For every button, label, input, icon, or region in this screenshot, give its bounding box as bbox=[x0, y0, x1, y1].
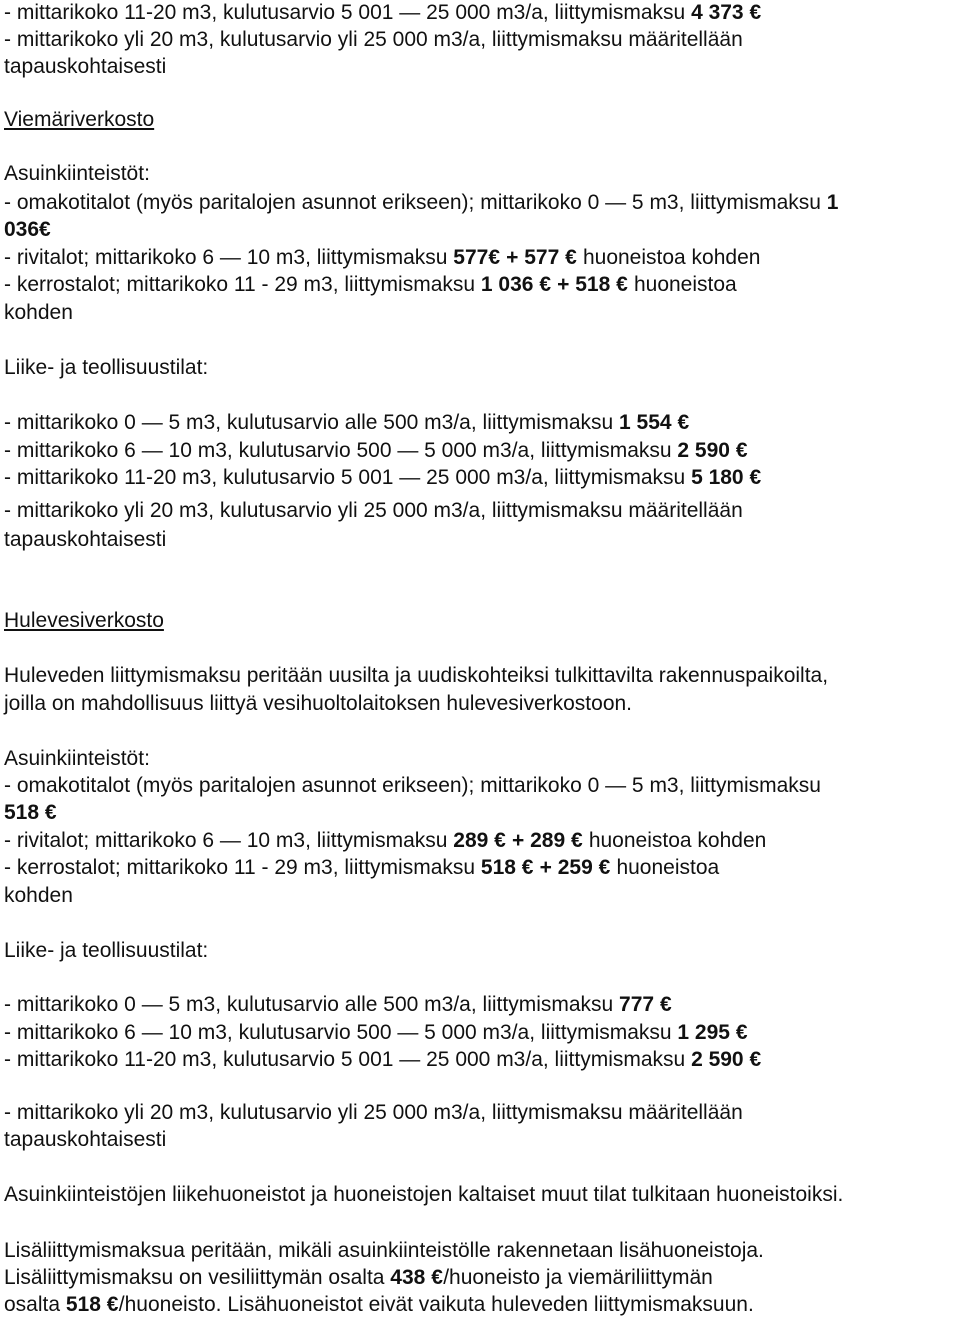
sewer-heading: Viemäriverkosto bbox=[4, 108, 155, 131]
fee-amount: 577 bbox=[453, 246, 489, 269]
fee-amount: 1 036 bbox=[480, 273, 534, 296]
euro-sign: € bbox=[677, 411, 690, 434]
business-label: Liike- ja teollisuustilat: bbox=[4, 356, 209, 379]
fee-amount: 5 180 bbox=[691, 466, 744, 489]
euro-sign: € bbox=[521, 856, 534, 879]
fee-amount: 036 bbox=[4, 218, 40, 241]
fee-line bbox=[4, 217, 51, 243]
fee-amount: 438 bbox=[390, 1266, 426, 1289]
water-line: - mittarikoko 11-20 m3, kulutusarvio 5 001 — 25 000 m3/a, liittymismaksu 4 373 € bbox=[4, 1, 762, 24]
note-line: Lisäliittymismaksu on vesiliittymän osalta 438 €/huoneisto ja viemäriliittymän bbox=[4, 1266, 713, 1289]
fee-amount: + 259 bbox=[533, 856, 599, 879]
water-line: tapauskohtaisesti bbox=[4, 55, 167, 78]
fee-line: - rivitalot; mittarikoko 6 — 10 m3, liittymismaksu 289 € + 289 € huoneistoa kohden bbox=[4, 829, 767, 852]
fee-line: - mittarikoko 11-20 m3, kulutusarvio 5 001 — 25 000 m3/a, liittymismaksu 2 590 € bbox=[4, 1048, 762, 1071]
fee-line: kohden bbox=[4, 884, 73, 907]
euro-sign: € bbox=[539, 273, 551, 296]
fee-line: - kerrostalot; mittarikoko 11 - 29 m3, liittymismaksu 518 € + 259 € huoneistoa bbox=[4, 856, 720, 879]
fee-line: - mittarikoko 6 — 10 m3, kulutusarvio 500 — 5 000 m3/a, liittymismaksu 1 295 € bbox=[4, 1021, 748, 1044]
fee-amount: 1 bbox=[826, 191, 839, 214]
euro-sign: € bbox=[106, 1293, 119, 1316]
fee-amount: 2 590 bbox=[691, 1048, 744, 1071]
business-label: Liike- ja teollisuustilat: bbox=[4, 939, 209, 962]
note-line: osalta 518 €/huoneisto. Lisähuoneistot eivät vaikuta huleveden liittymismaksuun. bbox=[4, 1293, 754, 1316]
fee-line bbox=[4, 800, 57, 826]
intro-line: Huleveden liittymismaksu peritään uusilta ja uudiskohteiksi tulkittavilta rakennuspaikoilta, bbox=[4, 664, 829, 687]
fee-amount: + 577 bbox=[500, 246, 566, 269]
fee-line: - mittarikoko yli 20 m3, kulutusarvio yli 25 000 m3/a, liittymismaksu määritellään bbox=[4, 1101, 743, 1124]
fee-amount: 1 295 bbox=[677, 1021, 730, 1044]
residential-label: Asuinkiinteistöt: bbox=[4, 747, 150, 770]
water-line: - mittarikoko yli 20 m3, kulutusarvio yli 25 000 m3/a, liittymismaksu määritellään bbox=[4, 28, 743, 51]
euro-sign: € bbox=[494, 829, 506, 852]
fee-line: - mittarikoko 11-20 m3, kulutusarvio 5 001 — 25 000 m3/a, liittymismaksu 5 180 € bbox=[4, 466, 762, 489]
fee-amount: 4 373 bbox=[691, 1, 744, 24]
euro-sign: € bbox=[749, 1048, 762, 1071]
euro-sign: € bbox=[44, 801, 57, 824]
euro-sign: € bbox=[39, 218, 51, 241]
fee-line: tapauskohtaisesti bbox=[4, 1128, 167, 1151]
euro-sign: € bbox=[616, 273, 628, 296]
euro-sign: € bbox=[735, 439, 748, 462]
fee-amount: 777 bbox=[619, 993, 655, 1016]
euro-sign: € bbox=[659, 993, 672, 1016]
euro-sign: € bbox=[565, 246, 577, 269]
euro-sign: € bbox=[735, 1021, 748, 1044]
note-line: Asuinkiinteistöjen liikehuoneistot ja huoneistojen kaltaiset muut tilat tulkitaan huoneistoiksi. bbox=[4, 1183, 844, 1206]
fee-line: kohden bbox=[4, 301, 73, 324]
fee-amount: 518 bbox=[65, 1293, 101, 1316]
fee-amount: 1 554 bbox=[619, 411, 672, 434]
fee-line: tapauskohtaisesti bbox=[4, 528, 167, 551]
euro-sign: € bbox=[488, 246, 500, 269]
fee-amount: 518 bbox=[4, 801, 40, 824]
residential-label: Asuinkiinteistöt: bbox=[4, 162, 150, 185]
fee-line: - rivitalot; mittarikoko 6 — 10 m3, liittymismaksu 577€ + 577 € huoneistoa kohden bbox=[4, 246, 761, 269]
fee-line: - mittarikoko 0 — 5 m3, kulutusarvio alle 500 m3/a, liittymismaksu 777 € bbox=[4, 993, 672, 1016]
fee-line: - mittarikoko yli 20 m3, kulutusarvio yli 25 000 m3/a, liittymismaksu määritellään bbox=[4, 499, 743, 522]
fee-line: - omakotitalot (myös paritalojen asunnot erikseen); mittarikoko 0 — 5 m3, liittymismaksu bbox=[4, 774, 821, 797]
fee-amount: + 289 bbox=[506, 829, 571, 852]
fee-amount: 2 590 bbox=[677, 439, 730, 462]
euro-sign: € bbox=[598, 856, 611, 879]
intro-line: joilla on mahdollisuus liittyä vesihuoltolaitoksen hulevesiverkostoon. bbox=[4, 692, 633, 715]
euro-sign: € bbox=[749, 1, 762, 24]
fee-line: - mittarikoko 6 — 10 m3, kulutusarvio 500 — 5 000 m3/a, liittymismaksu 2 590 € bbox=[4, 439, 748, 462]
euro-sign: € bbox=[570, 829, 583, 852]
fee-amount: + 518 bbox=[551, 273, 617, 296]
euro-sign: € bbox=[431, 1266, 443, 1289]
note-line: Lisäliittymismaksua peritään, mikäli asuinkiinteistölle rakennetaan lisähuoneistoja. bbox=[4, 1239, 764, 1262]
fee-line: - kerrostalot; mittarikoko 11 - 29 m3, liittymismaksu 1 036 € + 518 € huoneistoa bbox=[4, 273, 737, 296]
fee-amount: 518 bbox=[480, 856, 516, 879]
fee-line: - mittarikoko 0 — 5 m3, kulutusarvio alle 500 m3/a, liittymismaksu 1 554 € bbox=[4, 411, 690, 434]
fee-line: - omakotitalot (myös paritalojen asunnot erikseen); mittarikoko 0 — 5 m3, liittymismaksu 1 bbox=[4, 191, 839, 214]
storm-heading: Hulevesiverkosto bbox=[4, 609, 164, 632]
euro-sign: € bbox=[749, 466, 762, 489]
fee-amount: 289 bbox=[453, 829, 489, 852]
